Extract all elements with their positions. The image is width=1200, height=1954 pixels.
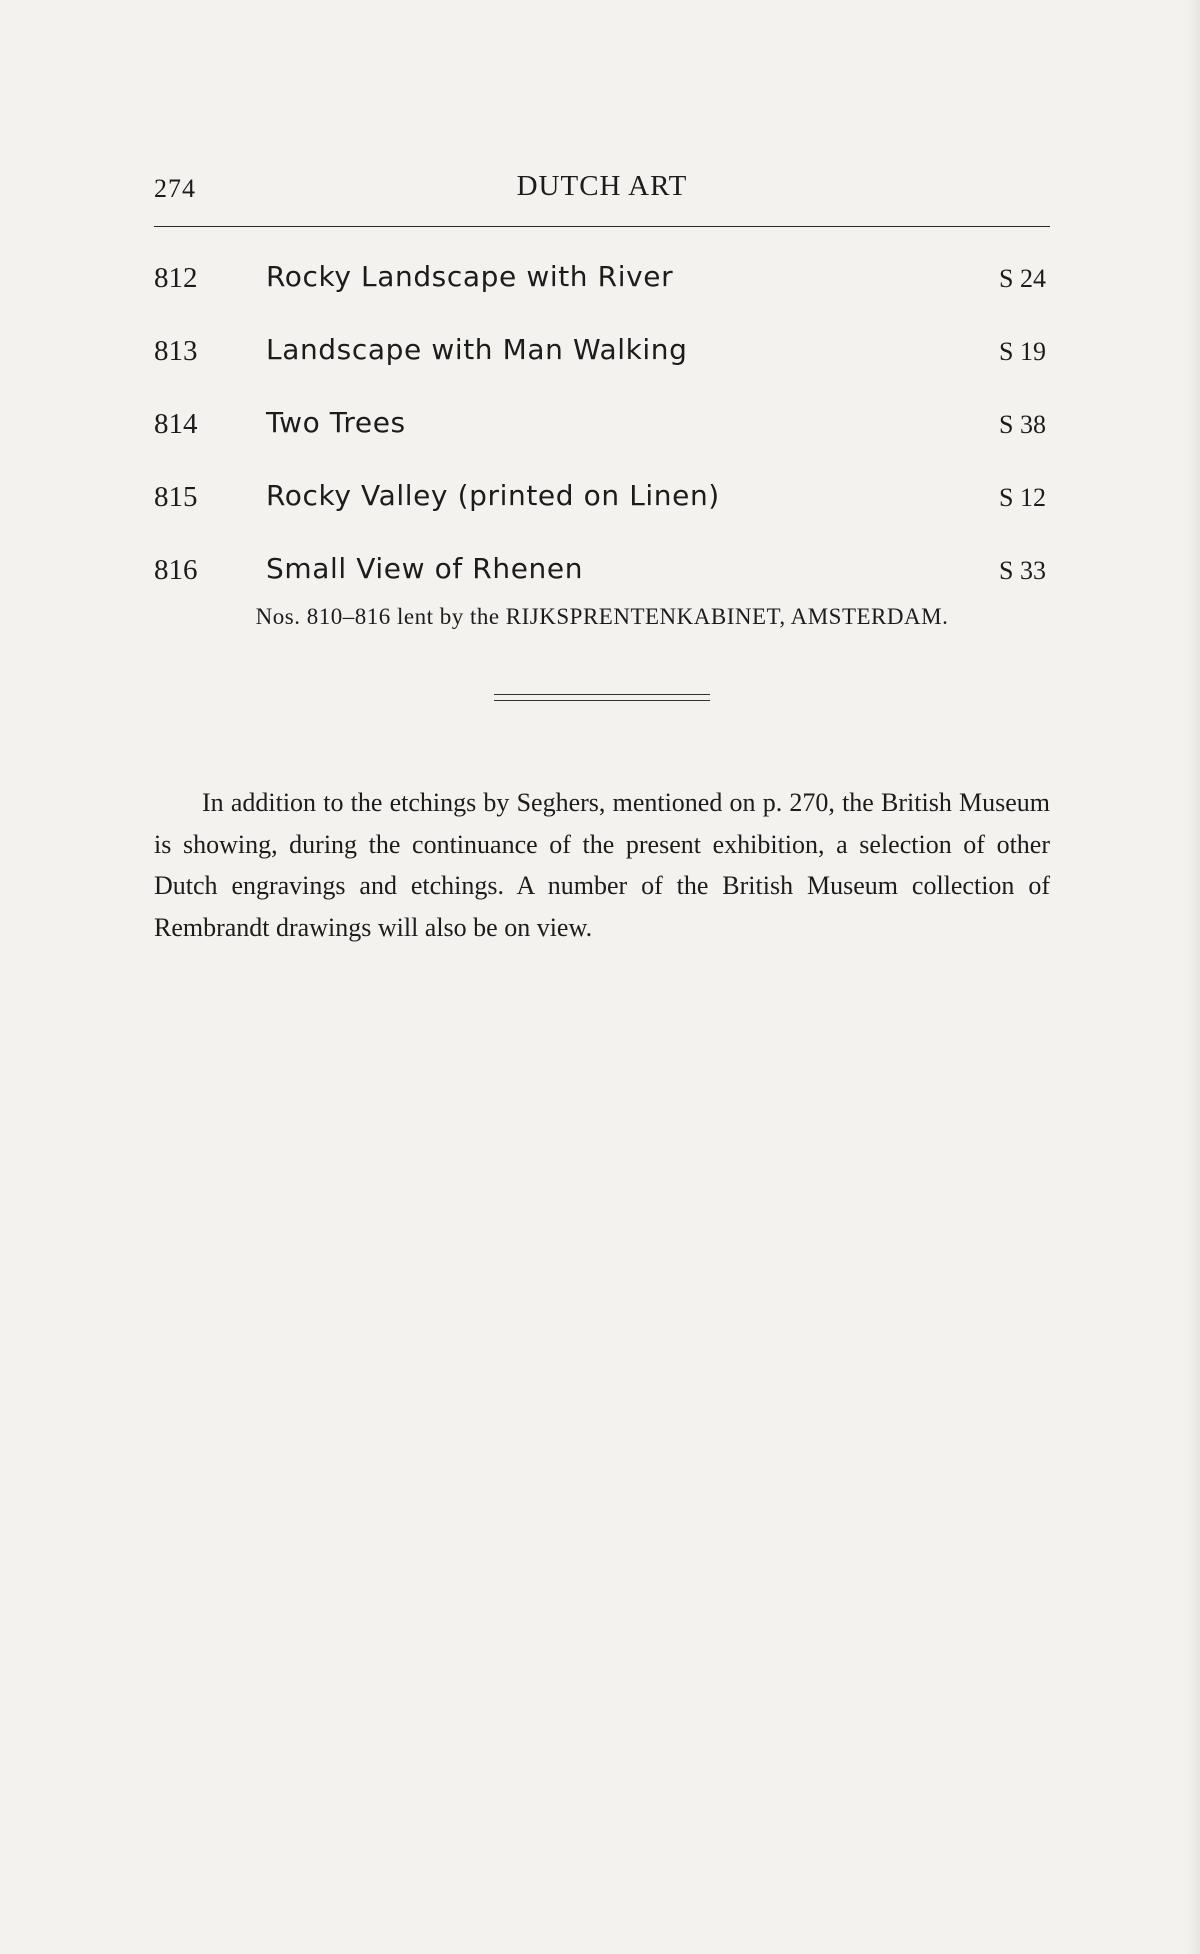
entry-code: S 33 bbox=[999, 556, 1046, 585]
entry-number: 813 bbox=[154, 335, 198, 367]
divider-line-bottom bbox=[494, 700, 710, 701]
lender-note: Nos. 810–816 lent by the RIJKSPRENTENKABINET, AMSTERDAM. bbox=[255, 604, 949, 629]
entry-title: Small View of Rhenen bbox=[266, 552, 584, 585]
entry-number: 812 bbox=[154, 262, 198, 294]
entry-number: 814 bbox=[154, 408, 198, 440]
catalogue-entry bbox=[154, 404, 1050, 477]
header-rule bbox=[154, 226, 1050, 227]
entry-title: Rocky Landscape with River bbox=[266, 260, 674, 293]
page-number: 274 bbox=[154, 174, 196, 203]
divider-line-top bbox=[494, 694, 710, 695]
catalogue-entry bbox=[154, 477, 1050, 550]
entry-code: S 38 bbox=[999, 410, 1046, 439]
entry-code: S 24 bbox=[999, 264, 1046, 293]
page-header bbox=[154, 170, 1050, 210]
entry-code: S 19 bbox=[999, 337, 1046, 366]
entry-code: S 12 bbox=[999, 483, 1046, 512]
body-paragraph: In addition to the etchings by Seghers, mentioned on p. 270, the British Museum is showing, during the continuance of the present exhibition, a selection of other Dutch engravings and etchings. A number of the British Museum collection of Rembrandt drawings will also be on view. bbox=[154, 788, 1050, 942]
catalogue-entry bbox=[154, 331, 1050, 404]
page-edge-shadow bbox=[1186, 0, 1200, 1954]
entry-number: 815 bbox=[154, 481, 198, 513]
section-divider bbox=[494, 694, 710, 702]
entry-number: 816 bbox=[154, 554, 198, 586]
running-title: DUTCH ART bbox=[516, 170, 688, 202]
catalogue-entries bbox=[154, 258, 1050, 623]
entry-title: Landscape with Man Walking bbox=[266, 333, 688, 366]
entry-title: Two Trees bbox=[266, 406, 406, 439]
catalogue-entry bbox=[154, 258, 1050, 331]
entry-title: Rocky Valley (printed on Linen) bbox=[266, 479, 720, 512]
